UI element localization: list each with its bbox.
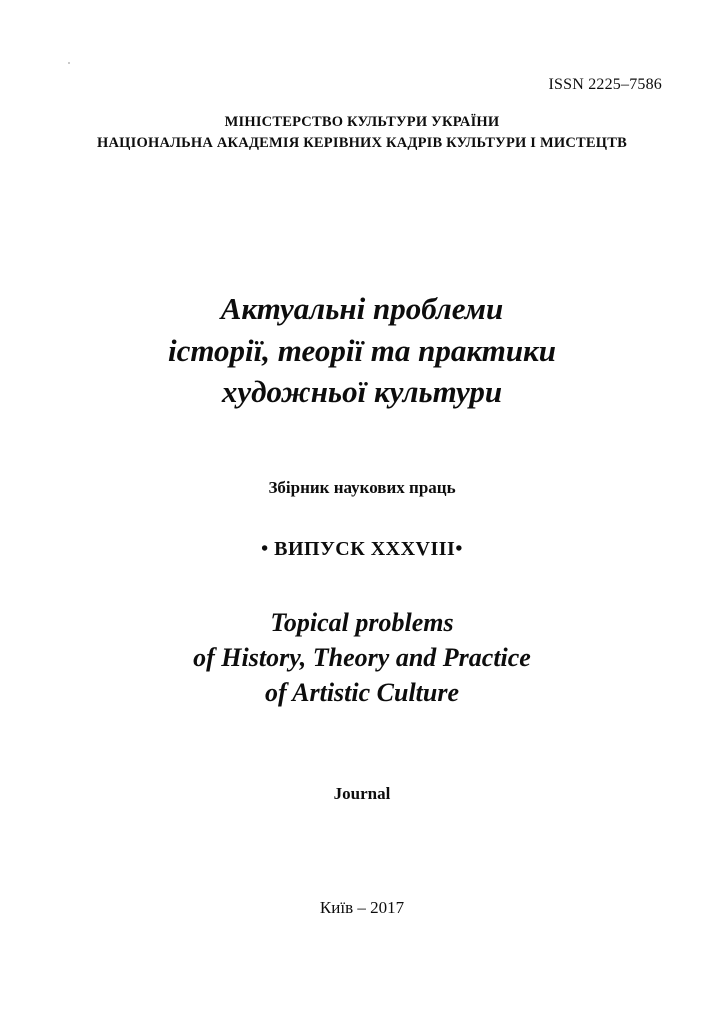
title-en-line-3: of Artistic Culture [264,677,460,707]
issn-number: ISSN 2225–7586 [548,76,662,93]
title-uk-line-3: художньої культури [221,374,503,410]
issue-number: • ВИПУСК XXXVIII• [261,538,463,560]
publication-type-label: Journal [333,784,391,803]
publisher-line-1: МІНІСТЕРСТВО КУЛЬТУРИ УКРАЇНИ [224,114,500,130]
subtitle-ukrainian: Збірник наукових праць [268,478,456,497]
title-en-line-1: Topical problems [270,608,454,637]
title-uk-line-1: Актуальні проблеми [220,291,504,326]
title-ukrainian [0,288,724,413]
title-uk-line-2: історії, теорії та практики [167,332,557,368]
publisher-line-2: НАЦІОНАЛЬНА АКАДЕМІЯ КЕРІВНИХ КАДРІВ КУЛЬТУРИ І МИСТЕЦТВ [97,135,627,152]
title-english [0,606,724,710]
imprint-place-year: Київ – 2017 [319,898,405,917]
publisher-block [0,112,724,154]
title-en-line-2: of History, Theory and Practice [193,642,531,672]
page-speck [68,62,70,64]
